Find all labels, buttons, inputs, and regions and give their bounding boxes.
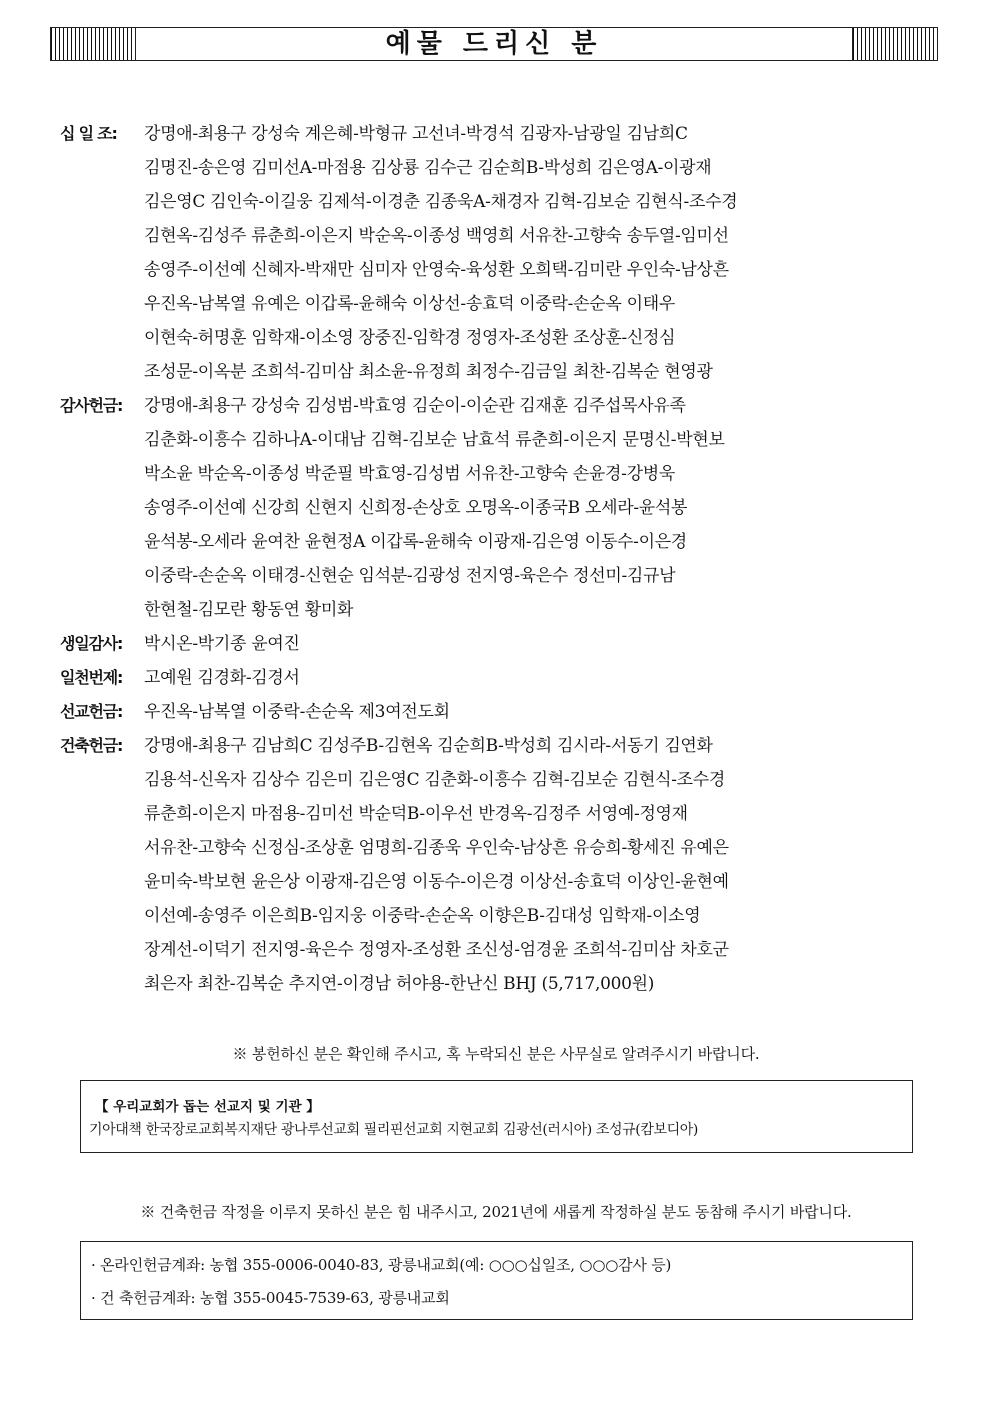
name-line: 우진옥-남복열 이중락-손순옥 제3여전도회 <box>144 702 450 722</box>
section-label: 감사헌금: <box>60 396 123 415</box>
name-line: 조성문-이옥분 조희석-김미삼 최소윤-유정희 최정수-김금일 최찬-김복순 현영광 <box>144 362 713 382</box>
name-line: 강명애-최용구 강성숙 계은혜-박형규 고선녀-박경석 김광자-남광일 김남희C <box>144 124 688 144</box>
name-line: 윤미숙-박보현 윤은상 이광재-김은영 이동수-이은경 이상선-송효덕 이상인-윤현예 <box>144 872 729 892</box>
name-line: 박소윤 박순옥-이종성 박준필 박효영-김성범 서유찬-고향숙 손윤경-강병욱 <box>144 464 675 484</box>
account-box <box>80 1241 913 1320</box>
section-label: 선교헌금: <box>60 702 123 721</box>
page-title: 예물 드리신 분 <box>385 29 603 59</box>
offering-sections <box>60 117 930 1001</box>
name-line: 강명애-최용구 김남희C 김성주B-김현옥 김순희B-박성희 김시라-서동기 김연화 <box>144 736 713 756</box>
name-line: 김명진-송은영 김미선A-마점용 김상룡 김수근 김순희B-박성희 김은영A-이광재 <box>144 158 712 178</box>
mission-box-title: 【 우리교회가 돕는 선교지 및 기관 】 <box>95 1099 320 1115</box>
section-label: 일천번제: <box>60 668 123 687</box>
online-account: · 온라인헌금계좌: 농협 355-0006-0040-83, 광릉내교회(예: ○○○십일조, ○○○감사 등) <box>91 1256 672 1274</box>
mission-box <box>80 1080 913 1153</box>
name-lines <box>144 695 930 729</box>
name-line: 최은자 최찬-김복순 추지연-이경남 허야용-한난신 BHJ (5,717,000원) <box>144 974 655 994</box>
offering-section <box>60 661 930 695</box>
offering-section <box>60 729 930 1001</box>
name-line: 장계선-이덕기 전지영-육은수 정영자-조성환 조신성-엄경윤 조희석-김미삼 차호군 <box>144 940 729 960</box>
title-hatch-left <box>51 28 136 60</box>
name-lines <box>144 389 930 627</box>
name-line: 김춘화-이흥수 김하나A-이대남 김혁-김보순 남효석 류춘희-이은지 문명신-박현보 <box>144 430 725 450</box>
name-lines <box>144 729 930 1001</box>
notice-check: ※ 봉헌하신 분은 확인해 주시고, 혹 누락되신 분은 사무실로 알려주시기 바랍니다. <box>232 1045 760 1063</box>
name-line: 송영주-이선예 신강희 신현지 신희정-손상호 오명옥-이종국B 오세라-윤석봉 <box>144 498 688 518</box>
name-line: 이선예-송영주 이은희B-임지웅 이중락-손순옥 이향은B-김대성 임학재-이소영 <box>144 906 701 926</box>
name-line: 서유찬-고향숙 신정심-조상훈 엄명희-김종욱 우인숙-남상흔 유승희-황세진 유예은 <box>144 838 729 858</box>
title-bar <box>50 27 938 61</box>
name-line: 김용석-신옥자 김상수 김은미 김은영C 김춘화-이흥수 김혁-김보순 김현식-조수경 <box>144 770 726 790</box>
offering-section <box>60 695 930 729</box>
mission-box-body: 기아대책 한국장로교회복지재단 광나루선교회 필리핀선교회 지현교회 김광선(러시아) 조성규(캄보디아) <box>89 1122 698 1138</box>
section-label: 건축헌금: <box>60 736 123 755</box>
name-lines <box>144 117 930 389</box>
name-line: 윤석봉-오세라 윤여찬 윤현정A 이갑록-윤해숙 이광재-김은영 이동수-이은경 <box>144 532 687 552</box>
name-line: 송영주-이선예 신혜자-박재만 심미자 안영숙-육성환 오희택-김미란 우인숙-남상흔 <box>144 260 729 280</box>
name-lines <box>144 661 930 695</box>
name-line: 이중락-손순옥 이태경-신현순 임석분-김광성 전지영-육은수 정선미-김규남 <box>144 566 676 586</box>
name-line: 이현숙-허명훈 임학재-이소영 장중진-임학경 정영자-조성환 조상훈-신정심 <box>144 328 676 348</box>
name-line: 한현철-김모란 황동연 황미화 <box>144 600 354 620</box>
name-line: 김현옥-김성주 류춘희-이은지 박순옥-이종성 백영희 서유찬-고향숙 송두열-임미선 <box>144 226 729 246</box>
notice-building: ※ 건축헌금 작정을 이루지 못하신 분은 힘 내주시고, 2021년에 새롭게 작정하실 분도 동참해 주시기 바랍니다. <box>140 1203 852 1221</box>
name-line: 류춘희-이은지 마점용-김미선 박순덕B-이우선 반경옥-김정주 서영예-정영재 <box>144 804 688 824</box>
offering-section <box>60 117 930 389</box>
name-lines <box>144 627 930 661</box>
name-line: 강명애-최용구 강성숙 김성범-박효영 김순이-이순관 김재훈 김주섭목사유족 <box>144 396 686 416</box>
offering-section <box>60 627 930 661</box>
offering-section <box>60 389 930 627</box>
name-line: 김은영C 김인숙-이길웅 김제석-이경춘 김종욱A-채경자 김혁-김보순 김현식-조수경 <box>144 192 738 212</box>
section-label: 십 일 조: <box>60 124 117 143</box>
name-line: 박시온-박기종 윤여진 <box>144 634 300 654</box>
name-line: 우진옥-남복열 유예은 이갑록-윤해숙 이상선-송효덕 이중락-손순옥 이태우 <box>144 294 675 314</box>
name-line: 고예원 김경화-김경서 <box>144 668 300 688</box>
building-account: · 건 축헌금계좌: 농협 355-0045-7539-63, 광릉내교회 <box>91 1289 450 1307</box>
section-label: 생일감사: <box>60 634 123 653</box>
title-hatch-right <box>852 28 937 60</box>
